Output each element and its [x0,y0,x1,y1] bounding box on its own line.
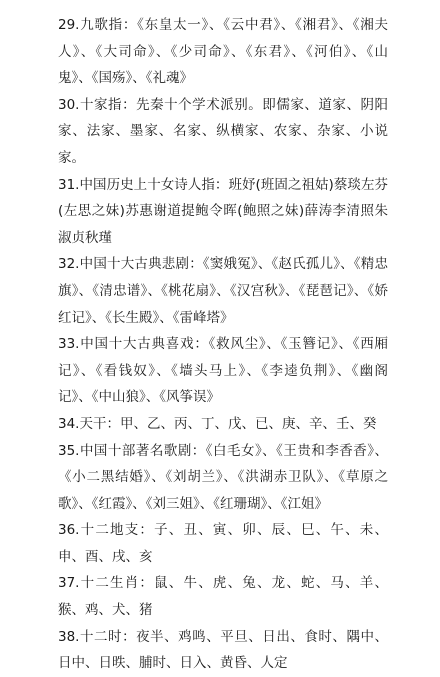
list-item-34: 34.天干：甲、乙、丙、丁、戊、已、庚、辛、壬、癸 [58,415,377,432]
list-item-38: 38.十二时：夜半、鸡鸣、平旦、日出、食时、隅中、日中、日昳、脯时、日入、黄昏、人定 [58,628,388,672]
list-item-36: 36.十二地支：子、丑、寅、卯、辰、巳、午、未、申、酉、戌、亥 [58,522,388,565]
list-item-31: 31.中国历史上十女诗人指：班妤(班固之祖姑)蔡琰左芬(左思之妹)苏惠谢道提鲍令晖(鲍照之妹)薛涛李清照朱淑贞秋瑾 [58,176,388,246]
knowledge-list [58,12,388,677]
list-item-30: 30.十家指：先秦十个学术派别。即儒家、道家、阴阳家、法家、墨家、名家、纵横家、农家、杂家、小说家。 [58,96,388,166]
list-item-29: 29.九歌指：《东皇太一》、《云中君》、《湘君》、《湘夫人》、《大司命》、《少司命》、《东君》、《河伯》、《山鬼》、《国殇》、《礼魂》 [58,17,388,87]
list-item-35: 35.中国十部著名歌剧：《白毛女》、《王贵和李香香》、《小二黑结婚》、《刘胡兰》、《洪湖赤卫队》、《草原之歌》、《红霞》、《刘三姐》、《红珊瑚》、《江姐》 [58,442,388,512]
list-item-32: 32.中国十大古典悲剧：《窦娥冤》、《赵氏孤儿》、《精忠旗》、《清忠谱》、《桃花扇》、《汉宫秋》、《琵琶记》、《娇红记》、《长生殿》、《雷峰塔》 [58,256,388,326]
list-item-37: 37.十二生肖：鼠、牛、虎、兔、龙、蛇、马、羊、猴、鸡、犬、猪 [58,575,388,619]
list-item-33: 33.中国十大古典喜戏：《救风尘》、《玉簪记》、《西厢记》、《看钱奴》、《墙头马上》、《李逵负荆》、《幽阁记》、《中山狼》、《风筝误》 [58,336,388,406]
